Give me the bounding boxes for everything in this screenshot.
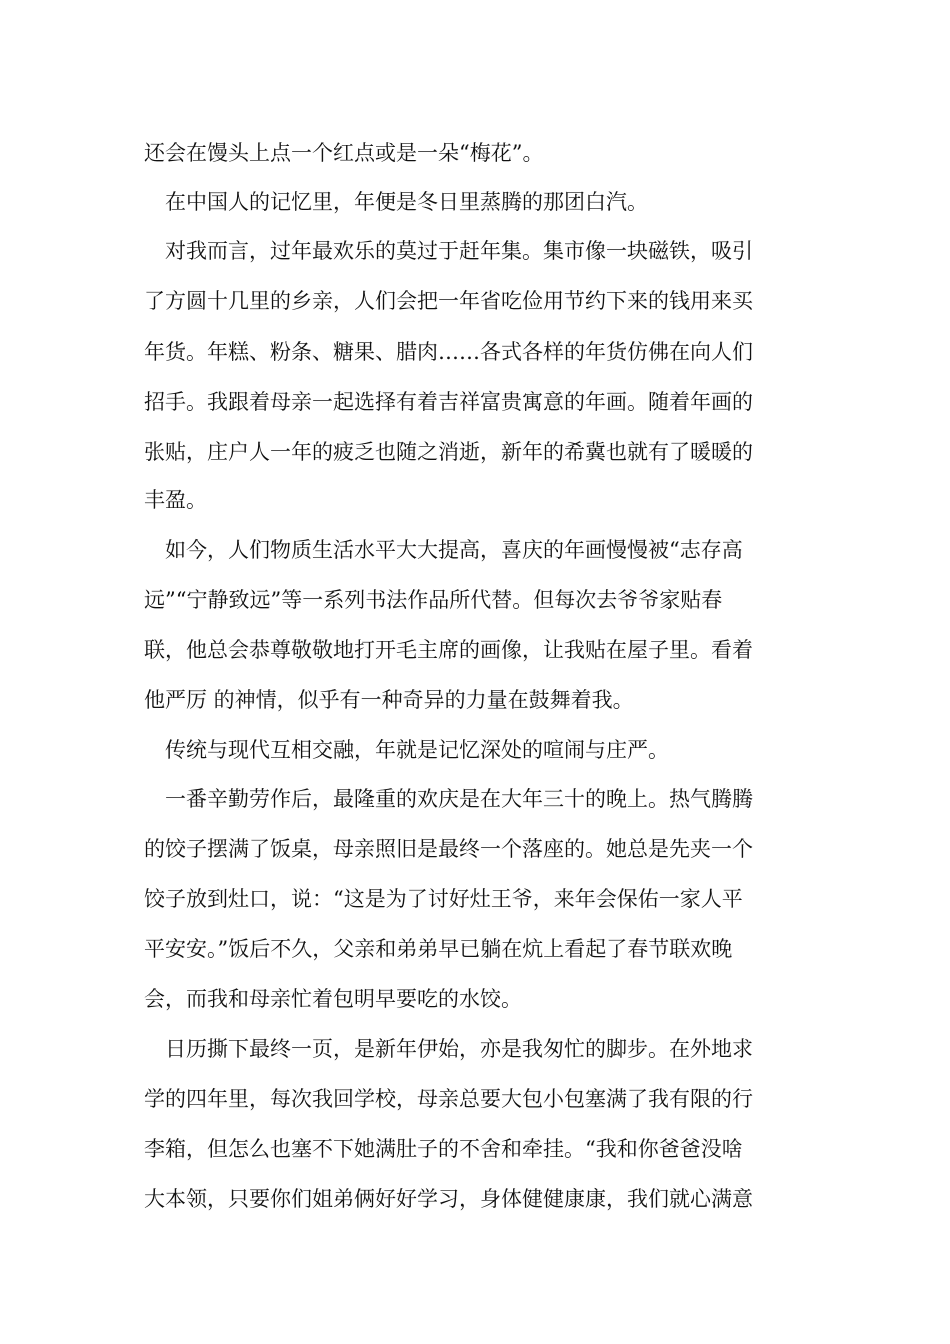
text-line: 大本领，只要你们姐弟俩好好学习，身体健健康康，我们就心满意 bbox=[144, 1187, 753, 1211]
text-line: 远”“宁静致远”等一系列书法作品所代替。但每次去爷爷家贴春 bbox=[144, 588, 723, 612]
text-line: 会，而我和母亲忙着包明早要吃的水饺。 bbox=[144, 987, 522, 1011]
paragraph-start-line: 传统与现代互相交融，年就是记忆深处的喧闹与庄严。 bbox=[165, 738, 669, 762]
text-line: 饺子放到灶口，说：“这是为了讨好灶王爷，来年会保佑一家人平 bbox=[144, 887, 743, 911]
text-line: 他严厉 的神情，似乎有一种奇异的力量在鼓舞着我。 bbox=[144, 688, 634, 712]
text-line: 丰盈。 bbox=[144, 488, 207, 512]
paragraph-start-line: 如今，人们物质生活水平大大提高，喜庆的年画慢慢被“志存高 bbox=[165, 538, 743, 562]
text-line: 招手。我跟着母亲一起选择有着吉祥富贵寓意的年画。随着年画的 bbox=[144, 390, 753, 414]
paragraph-start-line: 日历撕下最终一页，是新年伊始，亦是我匆忙的脚步。在外地求 bbox=[165, 1037, 753, 1061]
text-line: 了方圆十几里的乡亲，人们会把一年省吃俭用节约下来的钱用来买 bbox=[144, 289, 753, 313]
text-line: 的饺子摆满了饭桌，母亲照旧是最终一个落座的。她总是先夹一个 bbox=[144, 837, 753, 861]
text-line: 联，他总会恭尊敬敬地打开毛主席的画像，让我贴在屋子里。看着 bbox=[144, 638, 753, 662]
text-line: 平安安。”饭后不久，父亲和弟弟早已躺在炕上看起了春节联欢晚 bbox=[144, 937, 733, 961]
text-line: 张贴，庄户人一年的疲乏也随之消逝，新年的希冀也就有了暖暖的 bbox=[144, 440, 753, 464]
paragraph-start-line: 一番辛勤劳作后，最隆重的欢庆是在大年三十的晚上。热气腾腾 bbox=[165, 787, 753, 811]
text-line: 还会在馒头上点一个红点或是一朵“梅花”。 bbox=[144, 141, 544, 165]
text-line: 李箱，但怎么也塞不下她满肚子的不舍和牵挂。“我和你爸爸没啥 bbox=[144, 1137, 743, 1161]
paragraph-start-line: 在中国人的记忆里，年便是冬日里蒸腾的那团白汽。 bbox=[165, 190, 648, 214]
text-line: 学的四年里，每次我回学校，母亲总要大包小包塞满了我有限的行 bbox=[144, 1087, 753, 1111]
text-line: 年货。年糕、粉条、糖果、腊肉……各式各样的年货仿佛在向人们 bbox=[144, 340, 753, 364]
paragraph-start-line: 对我而言，过年最欢乐的莫过于赶年集。集市像一块磁铁，吸引 bbox=[165, 239, 753, 263]
